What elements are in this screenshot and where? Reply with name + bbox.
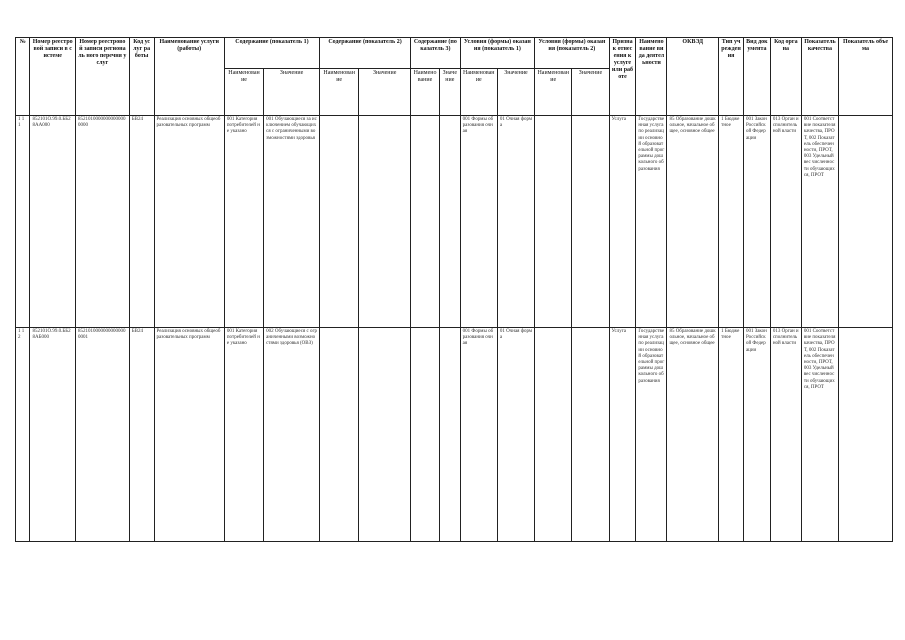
registry-table (15, 37, 893, 542)
cell-volume (839, 328, 893, 542)
cell-priznak: Услуга (609, 328, 636, 542)
subheader-c1-name: Наименование (224, 69, 263, 116)
cell-service-name: Реализация основных общеобразовательных программ (154, 116, 224, 328)
cell-c1-name: 001 Категория потребителей не указано (224, 328, 263, 542)
cell-activity: Государственная услуга по реализации основной образовательной программы дошкольного образования (636, 116, 667, 328)
cell-c2-name (320, 116, 359, 328)
cell-indicator: 001 Соответствие показателя качества, ПРОТ, 002 Показатель обеспеченности, ПРОТ, 003 Удельный вес численности обучающихся, ПРОТ (801, 328, 838, 542)
cell-cond1-value: 01 Очная форма (497, 116, 534, 328)
header-type: Тип учреждения (719, 38, 744, 116)
header-volume: Показатель объема (839, 38, 893, 116)
subheader-cond2-value: Значение (572, 69, 609, 116)
cell-okved: 85 Образование дошкольное, начальное общее, основное общее (667, 328, 719, 542)
cell-c1-value: 001 Обучающиеся за исключением обучающихся с ограниченными возможностями здоровья (264, 116, 320, 328)
table-row (16, 328, 893, 542)
subheader-cond2-name: Наименование (535, 69, 572, 116)
cell-c2-value (359, 116, 411, 328)
cell-c2-value (359, 328, 411, 542)
cell-cond2-value (572, 116, 609, 328)
header-content-1: Содержание (показатель 1) (224, 38, 319, 69)
cell-reg-number: 85210100000000000000001 (75, 328, 129, 542)
cell-cond1-value: 01 Очная форма (497, 328, 534, 542)
cell-volume (839, 116, 893, 328)
cell-priznak: Услуга (609, 116, 636, 328)
header-okved: ОКВЭД (667, 38, 719, 116)
header-priznak: Признак отнесения к услуге или работе (609, 38, 636, 116)
cell-reg-number: 85210100000000000000000 (75, 116, 129, 328)
subheader-cond1-name: Наименование (460, 69, 497, 116)
cell-code: БВ24 (129, 116, 154, 328)
header-indicator: Показатель качества (801, 38, 838, 116)
cell-cond1-name: 001 Формы образования очная (460, 116, 497, 328)
cell-c3-name (411, 328, 440, 542)
header-num: № (16, 38, 30, 116)
header-docs: Вид документа (743, 38, 770, 116)
subheader-c1-value: Значение (264, 69, 320, 116)
cell-docs: 001 Закон Российской Федерации (743, 116, 770, 328)
cell-docs: 001 Закон Российской Федерации (743, 328, 770, 542)
cell-c1-value: 002 Обучающиеся с ограниченными возможностями здоровья (ОВЗ) (264, 328, 320, 542)
cell-cond2-name (535, 328, 572, 542)
cell-service-name: Реализация основных общеобразовательных программ (154, 328, 224, 542)
cell-activity: Государственная услуга по реализации основной образовательной программы дошкольного образования (636, 328, 667, 542)
cell-code-ogv: 013 Орган исполнительной власти (770, 328, 801, 542)
cell-type: 1 Бюджетное (719, 116, 744, 328)
subheader-c3-name: Наименование (411, 69, 440, 116)
header-content-2: Содержание (показатель 2) (320, 38, 411, 69)
cell-num: 1 1 2 (16, 328, 30, 542)
cell-okved: 85 Образование дошкольное, начальное общее, основное общее (667, 116, 719, 328)
subheader-c2-name: Наименование (320, 69, 359, 116)
cell-cond2-value (572, 328, 609, 542)
header-conditions-2: Условия (формы) оказания (показатель 2) (535, 38, 609, 69)
cell-indicator: 001 Соответствие показателя качества, ПРОТ, 002 Показатель обеспеченности, ПРОТ, 003 Удельный вес численности обучающихся, ПРОТ (801, 116, 838, 328)
cell-c1-name: 001 Категория потребителей не указано (224, 116, 263, 328)
subheader-c3-value: Значение (439, 69, 460, 116)
cell-reg-record: 852101О.99.0.ББ28АА000 (30, 116, 76, 328)
cell-num: 1 1 1 (16, 116, 30, 328)
cell-cond1-name: 001 Формы образования очная (460, 328, 497, 542)
cell-type: 1 Бюджетное (719, 328, 744, 542)
header-code: Код услуг работы (129, 38, 154, 116)
table-row (16, 116, 893, 328)
subheader-cond1-value: Значение (497, 69, 534, 116)
cell-c3-value (439, 116, 460, 328)
header-reg-number: Номер реестровой записи региональ ного перечня услуг (75, 38, 129, 116)
cell-c2-name (320, 328, 359, 542)
header-service-name: Наименование услуги (работы) (154, 38, 224, 116)
cell-reg-record: 852101О.99.0.ББ28АБ000 (30, 328, 76, 542)
cell-code-ogv: 013 Орган исполнительной власти (770, 116, 801, 328)
header-activity: Наименование вида деятельности (636, 38, 667, 116)
header-reg-record: Номер реестровой записи в системе (30, 38, 76, 116)
header-code-ogv: Код органа (770, 38, 801, 116)
header-content-3: Содержание (показатель 3) (411, 38, 461, 69)
cell-cond2-name (535, 116, 572, 328)
header-row-main (16, 38, 893, 69)
header-conditions-1: Условия (формы) оказания (показатель 1) (460, 38, 534, 69)
cell-c3-name (411, 116, 440, 328)
cell-c3-value (439, 328, 460, 542)
subheader-c2-value: Значение (359, 69, 411, 116)
cell-code: БВ24 (129, 328, 154, 542)
